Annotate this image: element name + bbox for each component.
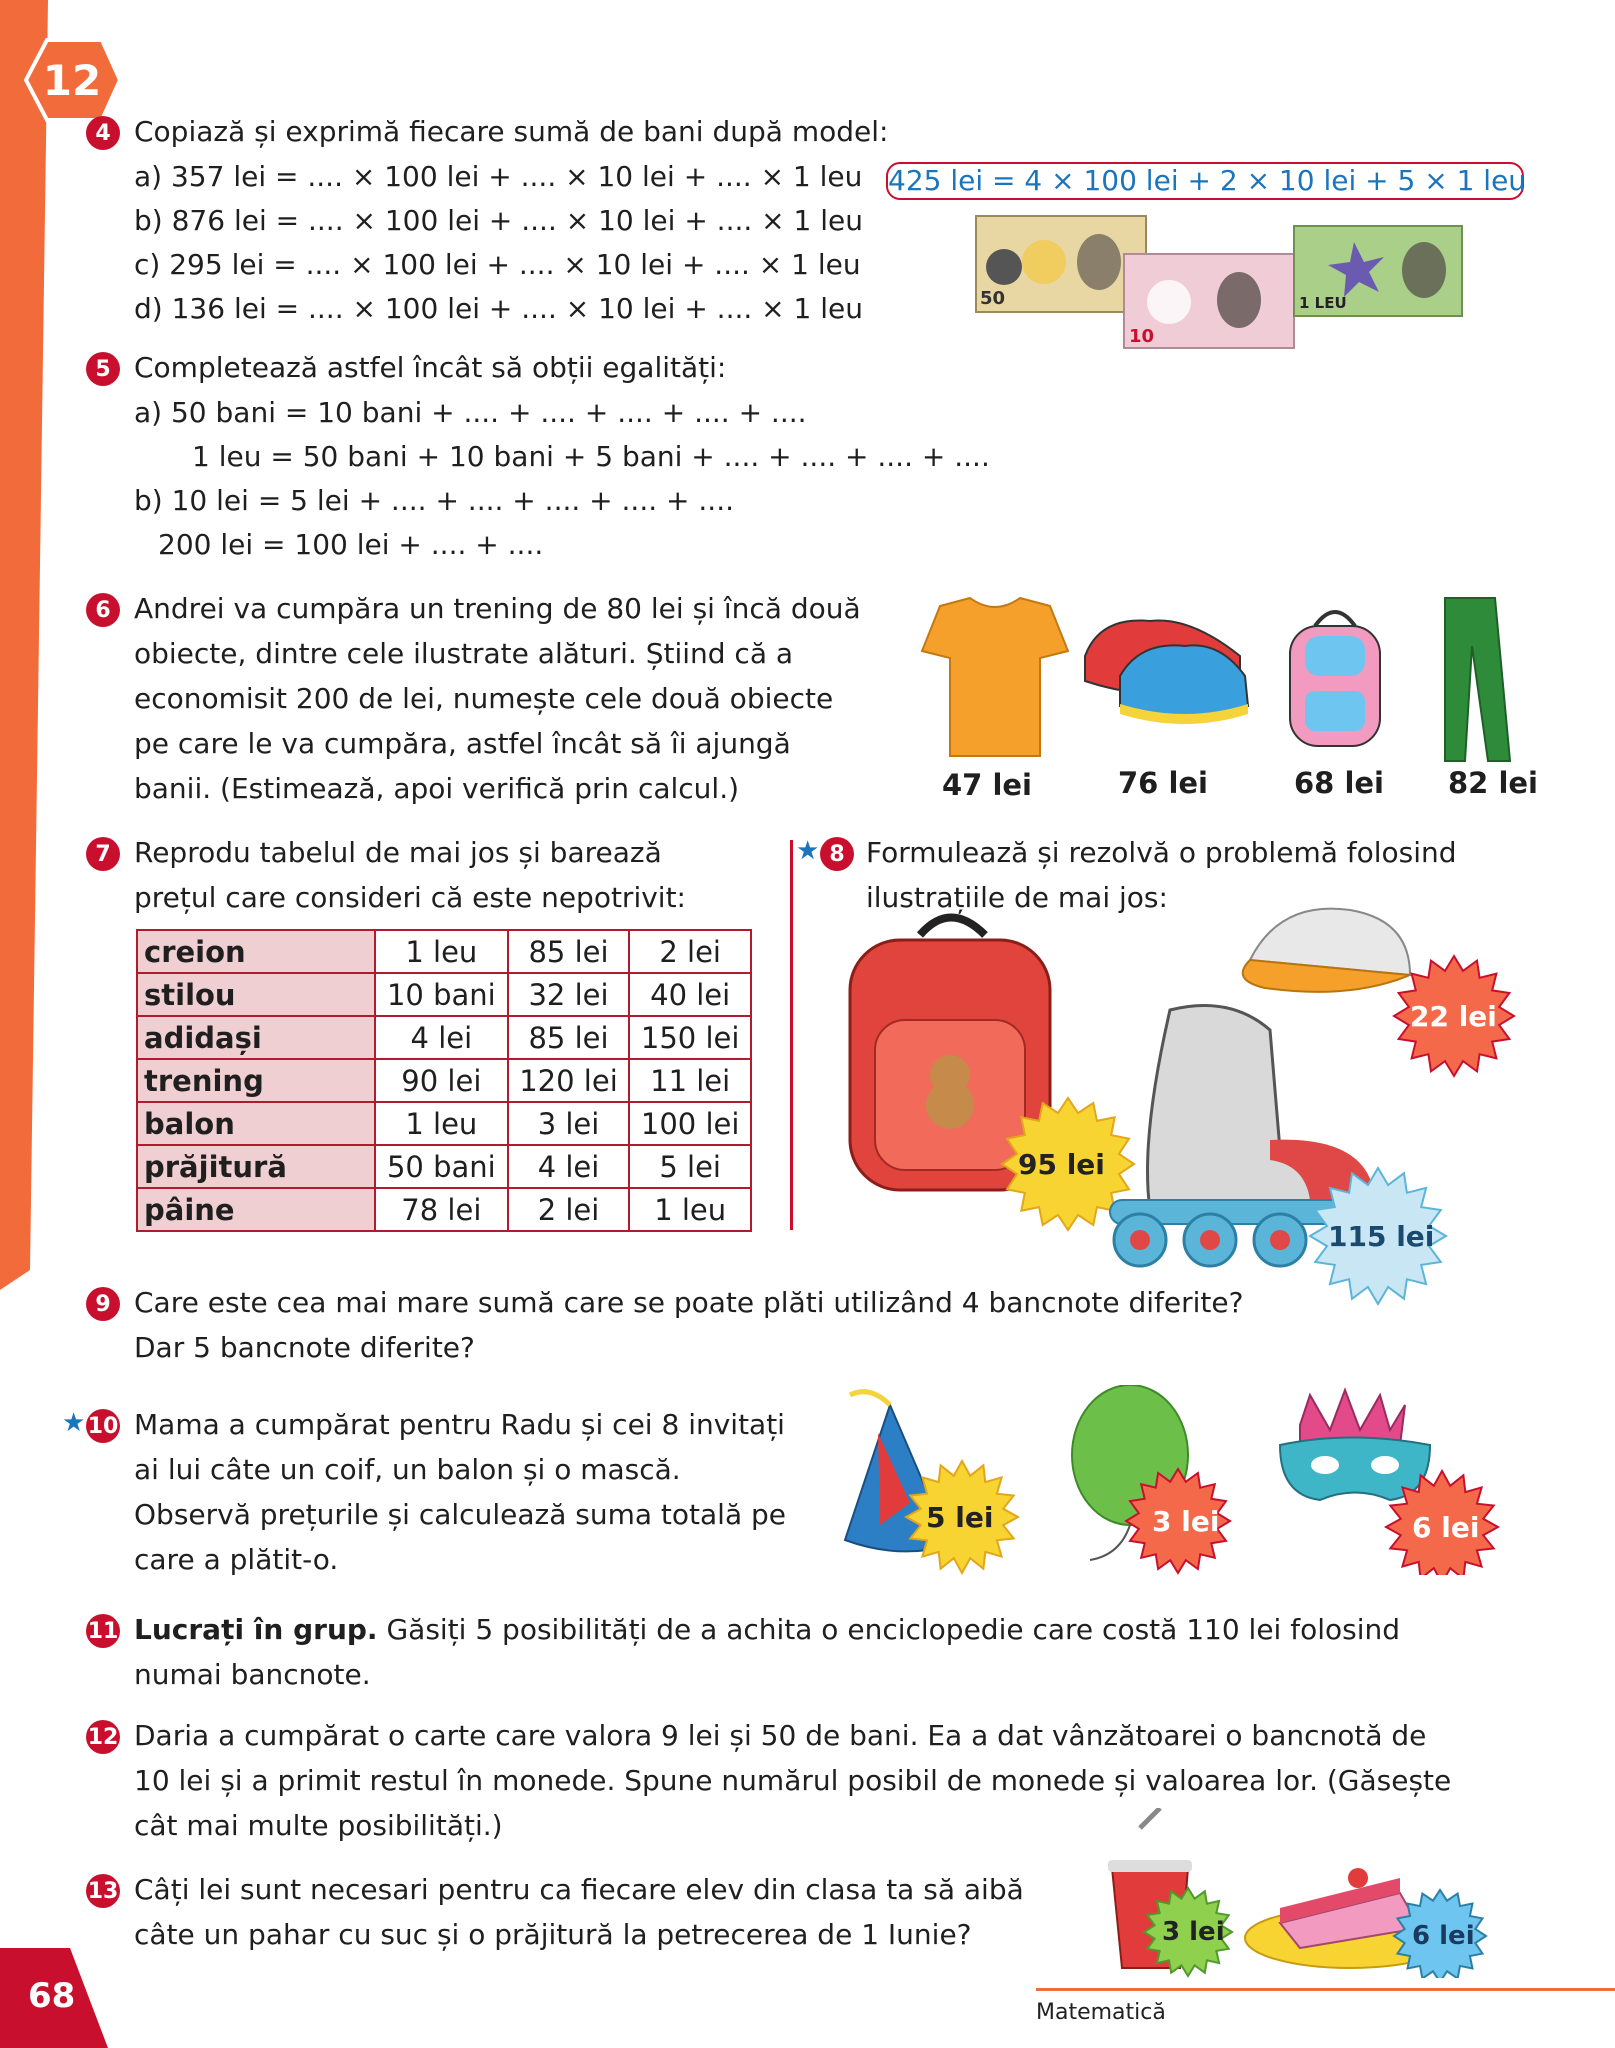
- svg-text:1 LEU: 1 LEU: [1299, 294, 1347, 312]
- exercise-10-line-1: Mama a cumpărat pentru Radu și cei 8 invitați: [134, 1408, 785, 1441]
- exercise-number: 9: [86, 1287, 120, 1321]
- price-burst-5: [906, 1461, 1018, 1573]
- price-table: [136, 929, 752, 1232]
- item-name-cell: creion: [137, 930, 375, 973]
- clothing-illustration: [900, 596, 1530, 766]
- exercise-8-line-1: Formulează și rezolvă o problemă folosind: [866, 836, 1457, 869]
- chapter-number: 12: [42, 56, 102, 105]
- exercise-12-line-1: Daria a cumpărat o carte care valora 9 lei și 50 de bani. Ea a dat vânzătoarei o bancnotă de: [134, 1719, 1427, 1752]
- exercise-number: 11: [86, 1614, 120, 1648]
- exercise-4-line-a: a) 357 lei = .... × 100 lei + .... × 10 lei + .... × 1 leu: [134, 160, 863, 193]
- price-cell: 85 lei: [508, 930, 630, 973]
- svg-text:50: 50: [980, 288, 1006, 309]
- price-cell: 85 lei: [508, 1016, 630, 1059]
- t-shirt-icon: [922, 598, 1068, 756]
- exercise-number: 6: [86, 593, 120, 627]
- cap-icon: [1243, 909, 1410, 992]
- exercise-5-line-a2: 1 leu = 50 bani + 10 bani + 5 bani + .... + .... + .... + ....: [192, 440, 990, 473]
- school-items-illustration: [810, 900, 1530, 1310]
- exercise-number: 8: [820, 837, 854, 871]
- price-label: 68 lei: [1294, 766, 1385, 800]
- price-cell: 50 bani: [375, 1145, 508, 1188]
- left-orange-band: [0, 0, 60, 1300]
- price-burst-cake: [1394, 1890, 1486, 1978]
- pants-icon: [1445, 598, 1510, 761]
- exercise-5-title: Completează astfel încât să obții egalități:: [134, 351, 727, 384]
- exercise-11-text: Găsiți 5 posibilități de a achita o enciclopedie care costă 110 lei folosind: [377, 1613, 1401, 1646]
- price-cell: 100 lei: [629, 1102, 751, 1145]
- exercise-13-line-2: câte un pahar cu suc și o prăjitură la petrecerea de 1 Iunie?: [134, 1918, 972, 1951]
- item-name-cell: stilou: [137, 973, 375, 1016]
- exercise-number: 5: [86, 352, 120, 386]
- banknote-50-icon: [976, 216, 1146, 312]
- exercise-4-line-d: d) 136 lei = .... × 100 lei + .... × 10 lei + .... × 1 leu: [134, 292, 864, 325]
- svg-text:10: 10: [1129, 326, 1155, 347]
- exercise-10-line-4: care a plătit-o.: [134, 1543, 339, 1576]
- exercise-6-line-4: pe care le va cumpăra, astfel încât să îi ajungă: [134, 727, 791, 760]
- price-burst-6: [1386, 1471, 1498, 1575]
- svg-text:3 lei: 3 lei: [1152, 1505, 1220, 1538]
- item-name-cell: trening: [137, 1059, 375, 1102]
- price-burst-115: [1310, 1168, 1446, 1304]
- price-cell: 4 lei: [508, 1145, 630, 1188]
- exercise-number: 4: [86, 116, 120, 150]
- exercise-4-line-c: c) 295 lei = .... × 100 lei + .... × 10 lei + .... × 1 leu: [134, 248, 861, 281]
- exercise-number: 10: [86, 1409, 120, 1443]
- exercise-5-line-a1: a) 50 bani = 10 bani + .... + .... + .... + .... + ....: [134, 396, 807, 429]
- star-icon: ★: [62, 1408, 86, 1438]
- svg-text:6 lei: 6 lei: [1412, 1921, 1475, 1951]
- svg-text:95 lei: 95 lei: [1018, 1148, 1105, 1181]
- carnival-mask-icon: [1280, 1390, 1430, 1500]
- chapter-badge: [22, 36, 122, 124]
- exercise-10-line-2: ai lui câte un coif, un balon și o mască.: [134, 1453, 681, 1486]
- price-burst-juice: [1144, 1888, 1232, 1976]
- exercise-13-line-1: Câți lei sunt necesari pentru ca fiecare elev din clasa ta să aibă: [134, 1873, 1024, 1906]
- exercise-11-line-1: [134, 1613, 1400, 1647]
- model-box: 425 lei = 4 × 100 lei + 2 × 10 lei + 5 × 1 leu: [886, 162, 1524, 200]
- table-row: [137, 1145, 751, 1188]
- price-cell: 120 lei: [508, 1059, 630, 1102]
- price-cell: 4 lei: [375, 1016, 508, 1059]
- table-row: [137, 930, 751, 973]
- price-label: 82 lei: [1448, 766, 1539, 800]
- table-row: [137, 1059, 751, 1102]
- exercise-6-line-5: banii. (Estimează, apoi verifică prin calcul.): [134, 772, 740, 805]
- star-icon: ★: [796, 836, 820, 866]
- price-cell: 78 lei: [375, 1188, 508, 1231]
- price-cell: 5 lei: [629, 1145, 751, 1188]
- footer-line: [1036, 1988, 1615, 1991]
- exercise-number: 7: [86, 837, 120, 871]
- item-name-cell: balon: [137, 1102, 375, 1145]
- price-cell: 10 bani: [375, 973, 508, 1016]
- exercise-6-line-2: obiecte, dintre cele ilustrate alături. Știind că a: [134, 637, 794, 670]
- price-label: 76 lei: [1118, 766, 1209, 800]
- price-cell: 32 lei: [508, 973, 630, 1016]
- table-row: [137, 1188, 751, 1231]
- exercise-7-line-2: prețul care consideri că este nepotrivit:: [134, 881, 686, 914]
- price-cell: 1 leu: [375, 930, 508, 973]
- price-cell: 150 lei: [629, 1016, 751, 1059]
- table-row: [137, 1016, 751, 1059]
- footer-subject: Matematică: [1036, 2000, 1166, 2025]
- price-label: 47 lei: [942, 768, 1033, 802]
- exercise-11-line-2: numai bancnote.: [134, 1658, 371, 1691]
- exercise-12-line-3: cât mai multe posibilități.): [134, 1809, 503, 1842]
- exercise-number: 13: [86, 1874, 120, 1908]
- price-burst-3: [1126, 1469, 1230, 1573]
- price-cell: 40 lei: [629, 973, 751, 1016]
- price-cell: 3 lei: [508, 1102, 630, 1145]
- price-cell: 11 lei: [629, 1059, 751, 1102]
- exercise-8-line-2: ilustrațiile de mai jos:: [866, 881, 1168, 914]
- item-name-cell: adidași: [137, 1016, 375, 1059]
- item-name-cell: pâine: [137, 1188, 375, 1231]
- banknotes-illustration: [974, 212, 1474, 352]
- svg-text:3 lei: 3 lei: [1162, 1917, 1225, 1947]
- price-burst-22: [1394, 956, 1514, 1076]
- backpack-icon: [1290, 612, 1380, 746]
- exercise-number: 12: [86, 1720, 120, 1754]
- item-name-cell: prăjitură: [137, 1145, 375, 1188]
- svg-text:5 lei: 5 lei: [926, 1501, 994, 1534]
- price-cell: 90 lei: [375, 1059, 508, 1102]
- exercise-5-line-b2: 200 lei = 100 lei + .... + ....: [158, 528, 544, 561]
- exercise-5-line-b1: b) 10 lei = 5 lei + .... + .... + .... + .... + ....: [134, 484, 734, 517]
- page-number-badge: [0, 1948, 108, 2048]
- exercise-9-line-1: Care este cea mai mare sumă care se poate plăti utilizând 4 bancnote diferite?: [134, 1286, 1244, 1319]
- exercise-12-line-2: 10 lei și a primit restul în monede. Spune numărul posibil de monede și valoarea lor. (Găsește: [134, 1764, 1452, 1797]
- exercise-6-line-3: economisit 200 de lei, numește cele două obiecte: [134, 682, 834, 715]
- exercise-10-line-3: Observă prețurile și calculează suma totală pe: [134, 1498, 786, 1531]
- exercise-4-title: Copiază și exprimă fiecare sumă de bani după model:: [134, 115, 889, 148]
- column-divider: [790, 840, 793, 1230]
- table-row: [137, 1102, 751, 1145]
- svg-text:22 lei: 22 lei: [1410, 1000, 1497, 1033]
- price-cell: 1 leu: [629, 1188, 751, 1231]
- party-items-illustration: [830, 1385, 1510, 1575]
- price-cell: 2 lei: [508, 1188, 630, 1231]
- svg-text:6 lei: 6 lei: [1412, 1511, 1480, 1544]
- page-number: 68: [28, 1976, 76, 2016]
- table-row: [137, 973, 751, 1016]
- price-cell: 1 leu: [375, 1102, 508, 1145]
- exercise-9-line-2: Dar 5 bancnote diferite?: [134, 1331, 475, 1364]
- exercise-6-line-1: Andrei va cumpăra un trening de 80 lei și încă două: [134, 592, 861, 625]
- banknote-10-icon: [1124, 254, 1294, 348]
- snacks-illustration: [1100, 1808, 1500, 1978]
- exercise-4-line-b: b) 876 lei = .... × 100 lei + .... × 10 lei + .... × 1 leu: [134, 204, 864, 237]
- exercise-7-line-1: Reprodu tabelul de mai jos și barează: [134, 836, 662, 869]
- sneakers-icon: [1085, 620, 1248, 724]
- price-cell: 2 lei: [629, 930, 751, 973]
- group-work-label: Lucrați în grup.: [134, 1613, 378, 1646]
- svg-text:115 lei: 115 lei: [1328, 1220, 1435, 1253]
- banknote-1-leu-icon: [1294, 226, 1462, 316]
